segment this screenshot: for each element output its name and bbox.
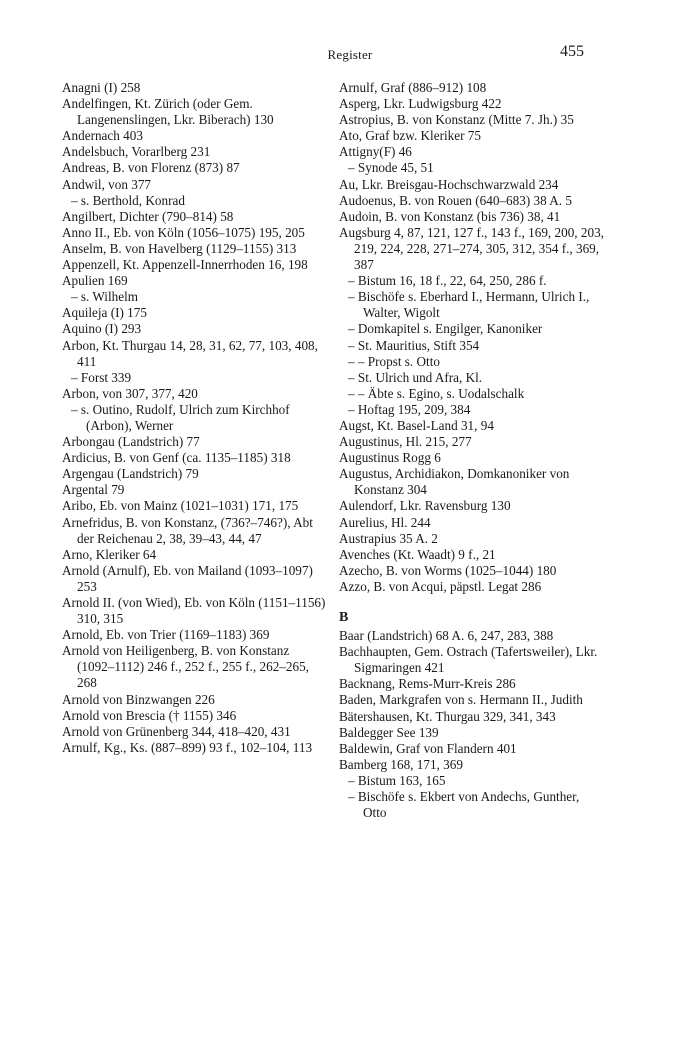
index-entry: Arnold (Arnulf), Eb. von Mailand (1093–1097) 253 [62,562,313,594]
index-entry: Argengau (Landstrich) 79 [62,466,199,482]
index-entry: Au, Lkr. Breisgau-Hochschwarzwald 234 [339,176,559,192]
index-entry: Arnold von Brescia († 1155) 346 [62,707,237,723]
index-entry: Baldegger See 139 [339,724,439,740]
index-entry: – Bischöfe s. Eberhard I., Hermann, Ulrich I., Walter, Wigolt [348,289,590,321]
index-entry: Astropius, B. von Konstanz (Mitte 7. Jh.) 35 [339,112,574,128]
index-entry: Backnang, Rems-Murr-Kreis 286 [339,676,516,692]
index-entry: Asperg, Lkr. Ludwigsburg 422 [339,96,502,112]
index-entry: Anagni (I) 258 [62,80,141,95]
index-entry: Arbongau (Landstrich) 77 [62,434,200,450]
index-entry: Andreas, B. von Florenz (873) 87 [62,160,240,176]
index-entry: – Bistum 16, 18 f., 22, 64, 250, 286 f. [348,273,547,289]
index-entry: Anselm, B. von Havelberg (1129–1155) 313 [62,240,297,256]
index-entry: Baar (Landstrich) 68 A. 6, 247, 283, 388 [339,628,554,644]
index-entry: – Forst 339 [71,369,132,385]
index-entry: Attigny(F) 46 [339,144,412,160]
page-header [0,0,700,70]
index-entry: Andernach 403 [62,128,143,144]
index-entry: – Bischöfe s. Ekbert von Andechs, Gunther, Otto [348,789,580,821]
index-entry: Andwil, von 377 [62,176,152,192]
index-entry: Andelsbuch, Vorarlberg 231 [62,144,211,160]
index-entry: – St. Ulrich und Afra, Kl. [348,369,483,385]
index-entry: Augustinus, Hl. 215, 277 [339,434,472,450]
index-entry: Arbon, von 307, 377, 420 [62,385,198,401]
index-entry: Anno II., Eb. von Köln (1056–1075) 195, 205 [62,224,305,240]
index-entry: Arnefridus, B. von Konstanz, (736?–746?), Abt der Reichenau 2, 38, 39–43, 44, 47 [62,514,313,546]
index-entry: – Domkapitel s. Engilger, Kanoniker [348,321,543,337]
page-number: 455 [560,43,584,60]
index-entry: Arnold von Heiligenberg, B. von Konstanz (1092–1112) 246 f., 252 f., 255 f., 262–265, 268 [62,643,309,691]
index-entry: Augsburg 4, 87, 121, 127 f., 143 f., 169, 200, 203, 219, 224, 228, 271–274, 305, 312, 354 f., 369, 387 [339,224,604,273]
index-entry: – s. Outino, Rudolf, Ulrich zum Kirchhof (Arbon), Werner [71,401,290,433]
index-entry: – s. Wilhelm [71,289,138,305]
index-entry: Austrapius 35 A. 2 [339,530,438,546]
index-entry: – Bistum 163, 165 [348,772,446,788]
index-entry: Avenches (Kt. Waadt) 9 f., 21 [339,546,496,562]
index-entry: Argental 79 [62,482,125,498]
index-entry: Augustus, Archidiakon, Domkanoniker von Konstanz 304 [339,466,570,498]
index-entries-b [339,628,605,821]
index-entry: Aurelius, Hl. 244 [339,514,431,530]
index-entry: Bätershausen, Kt. Thurgau 329, 341, 343 [339,708,556,724]
index-entry: Arnold von Binzwangen 226 [62,691,215,707]
index-entry: Arnold, Eb. von Trier (1169–1183) 369 [62,627,270,643]
index-entry: Bamberg 168, 171, 369 [339,756,463,772]
index-entry: – St. Mauritius, Stift 354 [348,337,480,353]
index-entry: Angilbert, Dichter (790–814) 58 [62,208,234,224]
running-head: Register [327,47,373,62]
index-entry: Aquileja (I) 175 [62,305,147,321]
index-entry: Azecho, B. von Worms (1025–1044) 180 [339,562,557,578]
index-entry: Arnold von Grünenberg 344, 418–420, 431 [62,723,291,739]
index-entry: Augst, Kt. Basel-Land 31, 94 [339,417,494,433]
index-entry: Apulien 169 [62,273,128,289]
index-entry: Arnulf, Kg., Ks. (887–899) 93 f., 102–104, 113 [62,739,313,755]
index-entry: Arnold II. (von Wied), Eb. von Köln (1151–1156) 310, 315 [62,595,326,627]
index-entry: Audoin, B. von Konstanz (bis 736) 38, 41 [339,208,561,224]
index-entry: Arno, Kleriker 64 [62,546,157,562]
index-column-right [339,80,605,821]
index-column-left [62,80,328,756]
index-entry: – s. Berthold, Konrad [71,192,185,208]
index-entry: Baldewin, Graf von Flandern 401 [339,740,517,756]
index-entry: Ato, Graf bzw. Kleriker 75 [339,128,481,144]
index-entry: Augustinus Rogg 6 [339,450,441,466]
index-entry: Audoenus, B. von Rouen (640–683) 38 A. 5 [339,192,572,208]
letter-heading-b: B [339,610,349,625]
index-entry: – Synode 45, 51 [348,160,434,176]
index-entry: Bachhaupten, Gem. Ostrach (Tafertsweiler), Lkr. Sigmaringen 421 [339,644,598,676]
index-entry: – – Äbte s. Egino, s. Uodalschalk [348,385,525,401]
index-entry: Arbon, Kt. Thurgau 14, 28, 31, 62, 77, 103, 408, 411 [62,337,318,369]
index-entry: Aribo, Eb. von Mainz (1021–1031) 171, 175 [62,498,299,514]
index-entry: – – Propst s. Otto [348,353,440,369]
index-entry: Arnulf, Graf (886–912) 108 [339,80,487,95]
index-entry: Appenzell, Kt. Appenzell-Innerrhoden 16, 198 [62,257,308,273]
index-entry: Baden, Markgrafen von s. Hermann II., Judith [339,692,583,708]
index-entry: Aquino (I) 293 [62,321,142,337]
index-entry: – Hoftag 195, 209, 384 [348,401,471,417]
index-entries-a [339,80,605,595]
index-entry: Aulendorf, Lkr. Ravensburg 130 [339,498,511,514]
index-entry: Ardicius, B. von Genf (ca. 1135–1185) 318 [62,450,291,466]
index-entry: Andelfingen, Kt. Zürich (oder Gem. Langenenslingen, Lkr. Biberach) 130 [62,96,274,128]
index-entry: Azzo, B. von Acqui, päpstl. Legat 286 [339,578,542,594]
